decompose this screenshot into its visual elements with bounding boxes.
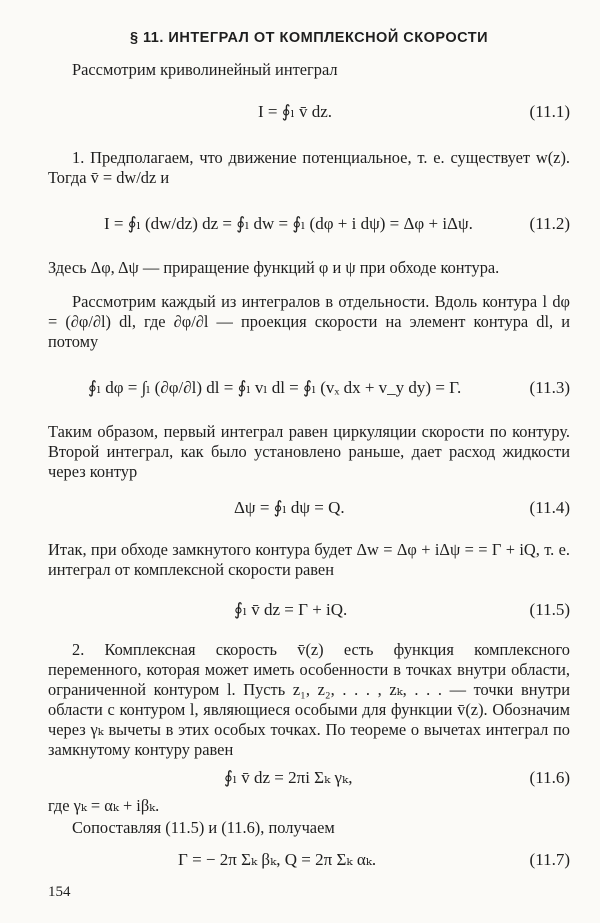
paragraph-complex-velocity: 2. Комплексная скорость v̄(z) есть функция комплексного переменного, которая может иметь особенности в точках внутри области, ограниченной контуром l. Пусть z₁, z₂, . . . , zₖ, . . . — точки внутри области с контуром l, являющиеся особыми для функции v̄(z). Обозначим через γₖ вычеты в этих особых точках. По теореме о вычетах интеграл по замкнутому контуру равен: [48, 640, 570, 759]
paragraph-comparison: Сопоставляя (11.5) и (11.6), получаем: [72, 818, 335, 837]
equation-11-7: [48, 850, 570, 880]
paragraph-increments: Здесь Δφ, Δψ — приращение функций φ и ψ при обходе контура.: [48, 258, 500, 277]
equation-number: (11.7): [529, 850, 570, 869]
equation-formula: Δψ = ∮ₗ dψ = Q.: [234, 498, 345, 517]
equation-number: (11.4): [529, 498, 570, 517]
paragraph-gamma-def: где γₖ = αₖ + iβₖ.: [48, 796, 160, 815]
page-number: 154: [48, 884, 71, 900]
paragraph-integrals: Рассмотрим каждый из интегралов в отдельности. Вдоль контура l dφ = (∂φ/∂l) dl, где ∂φ/∂l — проекция скорости на элемент контура dl, и потому: [48, 292, 570, 351]
paragraph-closed-contour: Итак, при обходе замкнутого контура будет Δw = Δφ + iΔψ = = Γ + iQ, т. е. интеграл от комплексной скорости равен: [48, 540, 570, 579]
equation-number: (11.6): [529, 768, 570, 787]
paragraph-potential: 1. Предполагаем, что движение потенциальное, т. е. существует w(z). Тогда v̄ = dw/dz и: [48, 148, 570, 187]
equation-formula: Γ = − 2π Σₖ βₖ, Q = 2π Σₖ αₖ.: [178, 850, 377, 869]
equation-formula: ∮ₗ v̄ dz = 2πi Σₖ γₖ,: [224, 768, 353, 787]
equation-11-5: [48, 600, 570, 630]
equation-11-1: [48, 102, 570, 132]
equation-11-2: [48, 214, 570, 244]
equation-formula: ∮ₗ v̄ dz = Γ + iQ.: [234, 600, 348, 619]
equation-formula: I = ∮ₗ v̄ dz.: [258, 102, 333, 121]
equation-number: (11.5): [529, 600, 570, 619]
paragraph-intro: Рассмотрим криволинейный интеграл: [72, 60, 338, 79]
equation-number: (11.1): [529, 102, 570, 121]
section-title: § 11. ИНТЕГРАЛ ОТ КОМПЛЕКСНОЙ СКОРОСТИ: [129, 30, 489, 46]
equation-11-3: [48, 378, 570, 408]
equation-number: (11.3): [529, 378, 570, 397]
equation-formula: ∮ₗ dφ = ∫ₗ (∂φ/∂l) dl = ∮ₗ vₗ dl = ∮ₗ (vₓ dx + v_y dy) = Γ.: [88, 378, 462, 397]
equation-11-4: [48, 498, 570, 528]
paragraph-circulation: Таким образом, первый интеграл равен циркуляции скорости по контуру. Второй интеграл, как было установлено раньше, дает расход жидкости через контур: [48, 422, 570, 481]
equation-11-6: [48, 768, 570, 798]
equation-number: (11.2): [529, 214, 570, 233]
equation-formula: I = ∮ₗ (dw/dz) dz = ∮ₗ dw = ∮ₗ (dφ + i dψ) = Δφ + iΔψ.: [104, 214, 473, 233]
